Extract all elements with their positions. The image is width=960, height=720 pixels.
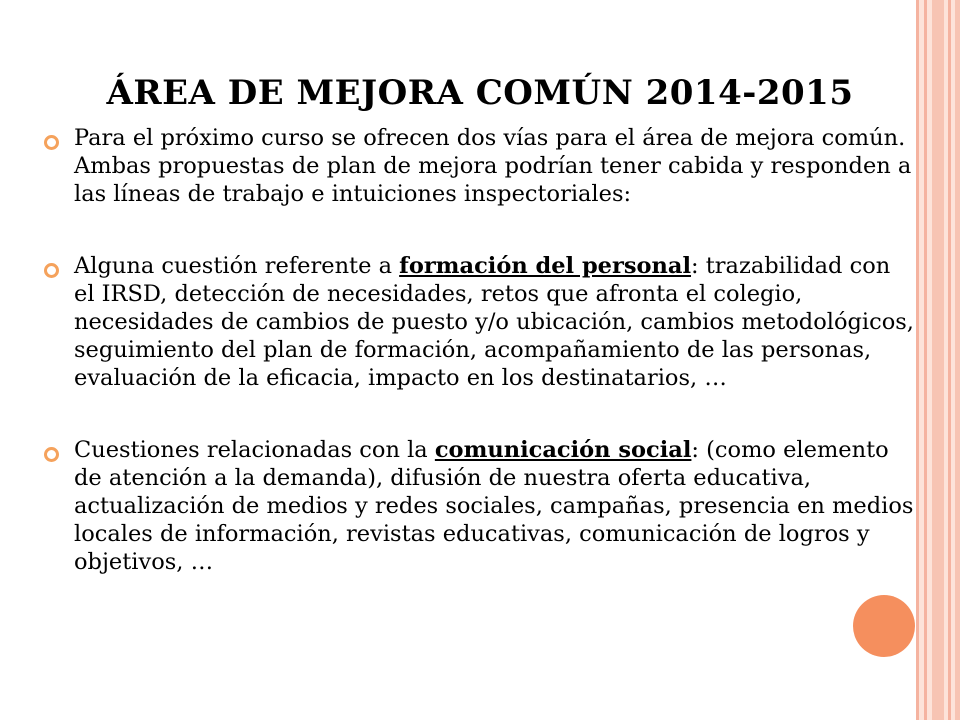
stripe [924,0,927,720]
bullet-list [44,124,914,620]
stripe [955,0,960,720]
bullet-emphasis-formacion: formación del personal [399,253,692,279]
stripe [948,0,951,720]
bullet-ring-icon [44,135,59,150]
stripe [916,0,919,720]
bullet-ring-icon [44,263,59,278]
decorative-side-stripes [916,0,960,720]
bullet-text-after: : trazabilidad con el IRSD, detección de necesidades, retos que afronta el colegio, necesidades de cambios de puesto y/o ubicación, cambios metodológicos, seguimiento del plan de formación, acompañamiento de las personas, evaluación de la eficacia, impacto en los destinatarios, … [74,253,914,391]
bullet-item-comunicacion [44,436,914,576]
bullet-text: Para el próximo curso se ofrecen dos vías para el área de mejora común. Ambas propuestas de plan de mejora podrían tener cabida y responden a las líneas de trabajo e intuiciones inspectoriales: [74,125,912,207]
bullet-item-intro [44,124,914,208]
bullet-ring-icon [44,447,59,462]
stripe [932,0,944,720]
bullet-emphasis-comunicacion: comunicación social [434,437,692,463]
bullet-text-before: Cuestiones relacionadas con la [74,437,435,463]
bullet-text-after: : (como elemento de atención a la demanda), difusión de nuestra oferta educativa, actualización de medios y redes sociales, campañas, presencia en medios locales de información, revistas educativas, comunicación de logros y objetivos, … [74,437,914,575]
bullet-text-before: Alguna cuestión referente a [74,253,400,279]
slide-title: ÁREA DE MEJORA COMÚN 2014-2015 [106,72,854,113]
bullet-item-formacion [44,252,914,392]
